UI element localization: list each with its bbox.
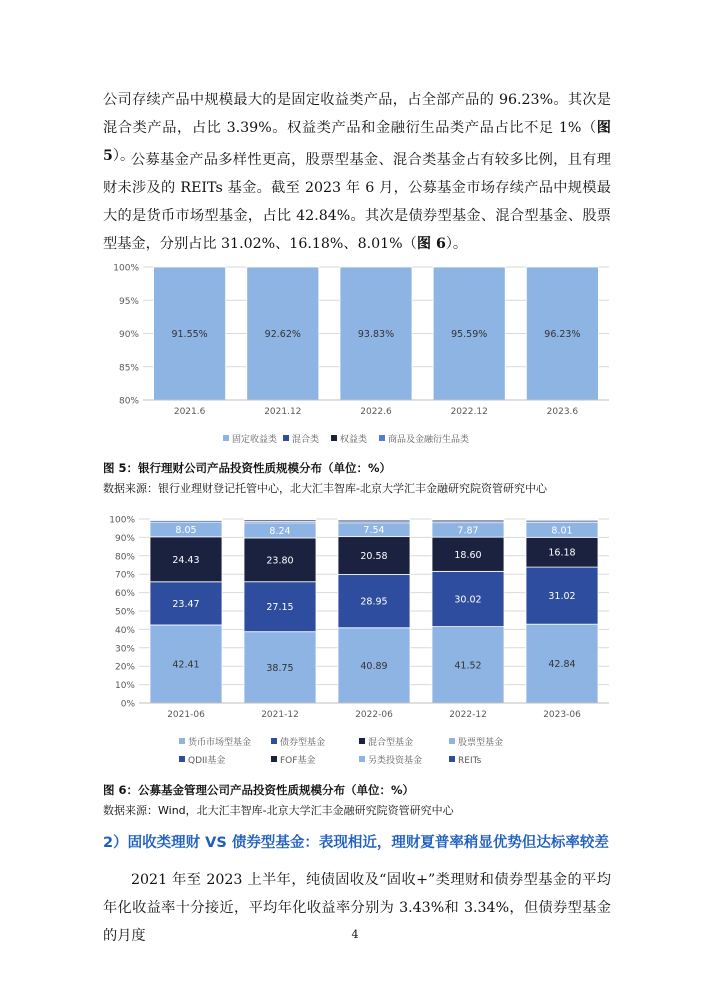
legend-swatch bbox=[379, 435, 385, 441]
data-label: 28.95 bbox=[360, 596, 388, 608]
y-tick-label: 0% bbox=[120, 699, 135, 710]
legend-label: 另类投资基金 bbox=[368, 756, 423, 766]
y-tick-label: 100% bbox=[109, 515, 135, 526]
data-label: 38.75 bbox=[266, 662, 294, 674]
data-label: 96.23% bbox=[544, 329, 581, 340]
y-tick-label: 10% bbox=[114, 681, 135, 692]
x-tick-label: 2021.12 bbox=[264, 407, 302, 417]
legend-swatch bbox=[223, 435, 229, 441]
x-tick-label: 2022-06 bbox=[355, 710, 393, 720]
paragraph-3: 2021 年至 2023 上半年，纯债固收及“固收+”类理财和债券型基金的平均年化收益率十分接近，平均年化收益率分别为 3.43%和 3.34%，但债券型基金的月度 bbox=[103, 872, 611, 944]
y-tick-label: 50% bbox=[114, 607, 135, 618]
legend-label: 商品及金融衍生品类 bbox=[388, 435, 470, 445]
x-tick-label: 2021.6 bbox=[173, 407, 206, 417]
data-label: 24.43 bbox=[172, 554, 200, 566]
legend-label: 固定收益类 bbox=[232, 435, 278, 445]
legend-swatch bbox=[331, 435, 337, 441]
data-label: 8.01 bbox=[551, 525, 573, 537]
y-tick-label: 80% bbox=[114, 552, 135, 563]
paragraph-1-end: ）。 bbox=[112, 148, 135, 164]
data-label: 30.02 bbox=[454, 594, 482, 606]
legend-label: 货币市场型基金 bbox=[188, 738, 252, 748]
data-label: 95.59% bbox=[451, 329, 488, 340]
data-label: 40.89 bbox=[360, 660, 388, 672]
figure-5-reference: 图 5 bbox=[103, 120, 611, 164]
fig6-source: 数据来源：Wind，北大汇丰智库-北京大学汇丰金融研究院资管研究中心 bbox=[103, 804, 454, 817]
section-heading: 2）固收类理财 VS 债券型基金：表现相近，理财夏普率稍显优势但达标率较差 bbox=[103, 835, 609, 851]
legend-swatch bbox=[359, 756, 365, 762]
data-label: 7.87 bbox=[457, 525, 479, 537]
legend-swatch bbox=[359, 738, 365, 744]
legend-label: FOF基金 bbox=[280, 756, 316, 766]
data-label: 16.18 bbox=[548, 547, 576, 559]
data-label: 42.41 bbox=[172, 659, 200, 671]
data-label: 20.58 bbox=[360, 551, 388, 563]
data-label: 41.52 bbox=[454, 660, 482, 672]
data-label: 27.15 bbox=[266, 602, 294, 614]
data-label: 93.83% bbox=[357, 329, 395, 340]
bar-segment bbox=[432, 519, 504, 520]
y-tick-label: 100% bbox=[113, 263, 139, 274]
legend-label: 混合类 bbox=[292, 435, 320, 445]
data-label: 8.05 bbox=[175, 524, 197, 536]
x-tick-label: 2021-06 bbox=[167, 710, 205, 720]
y-tick-label: 90% bbox=[114, 533, 135, 544]
chart-fig6 bbox=[103, 510, 609, 772]
y-tick-label: 30% bbox=[114, 644, 135, 655]
data-label: 92.62% bbox=[264, 329, 301, 340]
x-tick-label: 2022.6 bbox=[360, 407, 392, 417]
y-tick-label: 90% bbox=[118, 330, 139, 340]
legend-label: QDII基金 bbox=[188, 756, 226, 766]
x-tick-label: 2023.6 bbox=[546, 407, 579, 417]
page-number: 4 bbox=[351, 928, 359, 941]
y-tick-label: 20% bbox=[114, 662, 135, 673]
paragraph-2-end: ）。 bbox=[445, 236, 468, 252]
y-tick-label: 40% bbox=[114, 625, 135, 636]
legend-swatch bbox=[449, 756, 455, 762]
y-tick-label: 80% bbox=[118, 396, 139, 407]
paragraph-2 bbox=[103, 146, 611, 258]
legend-swatch bbox=[271, 738, 277, 744]
data-label: 23.80 bbox=[266, 555, 294, 567]
data-label: 23.47 bbox=[172, 598, 200, 610]
data-label: 42.84 bbox=[548, 659, 576, 671]
x-tick-label: 2023-06 bbox=[543, 710, 581, 720]
y-tick-label: 70% bbox=[114, 570, 135, 581]
x-tick-label: 2022-12 bbox=[449, 710, 487, 720]
legend-swatch bbox=[179, 738, 185, 744]
paragraph-1-text: 公司存续产品中规模最大的是固定收益类产品，占全部产品的 96.23%。其次是混合类产品，占比 3.39%。权益类产品和金融衍生品类产品占比不足 1%（ bbox=[103, 92, 611, 136]
legend-label: 债券型基金 bbox=[280, 738, 326, 748]
x-tick-label: 2021-12 bbox=[261, 710, 299, 720]
data-label: 18.60 bbox=[454, 549, 482, 561]
data-label: 7.54 bbox=[363, 525, 385, 537]
legend-swatch bbox=[271, 756, 277, 762]
figure-6-reference: 图 6 bbox=[416, 236, 446, 252]
fig5-source: 数据来源：银行业理财登记托管中心，北大汇丰智库-北京大学汇丰金融研究院资管研究中心 bbox=[103, 482, 547, 495]
paragraph-2-text: 公募基金产品多样性更高，股票型基金、混合类基金占有较多比例，且有理财未涉及的 REITs 基金。截至 2023 年 6 月，公募基金市场存续产品中规模最大的是货币市场型基金，占比 42.84%。其次是债券型基金、混合型基金、股票型基金，分别占比 31.02%、16.18%、8.01%（ bbox=[103, 152, 611, 252]
y-tick-label: 60% bbox=[114, 589, 135, 600]
fig6-caption: 图 6：公募基金管理公司产品投资性质规模分布（单位：%） bbox=[103, 783, 415, 797]
legend-label: REITs bbox=[458, 756, 482, 766]
y-tick-label: 85% bbox=[118, 363, 139, 374]
bar-segment bbox=[526, 519, 598, 520]
chart-fig5 bbox=[103, 258, 609, 454]
legend-swatch bbox=[283, 435, 289, 441]
data-label: 8.24 bbox=[269, 525, 291, 537]
bar-segment bbox=[150, 519, 222, 520]
legend-label: 股票型基金 bbox=[458, 738, 504, 748]
legend-swatch bbox=[179, 756, 185, 762]
fig5-caption: 图 5：银行理财公司产品投资性质规模分布（单位：%） bbox=[103, 461, 392, 475]
x-tick-label: 2022.12 bbox=[450, 407, 488, 417]
legend-label: 权益类 bbox=[340, 435, 368, 445]
y-tick-label: 95% bbox=[118, 296, 139, 307]
bar-segment bbox=[244, 519, 316, 520]
legend-label: 混合型基金 bbox=[368, 738, 414, 748]
data-label: 31.02 bbox=[548, 591, 576, 603]
bar-segment bbox=[338, 519, 410, 520]
data-label: 91.55% bbox=[171, 329, 208, 340]
legend-swatch bbox=[449, 738, 455, 744]
